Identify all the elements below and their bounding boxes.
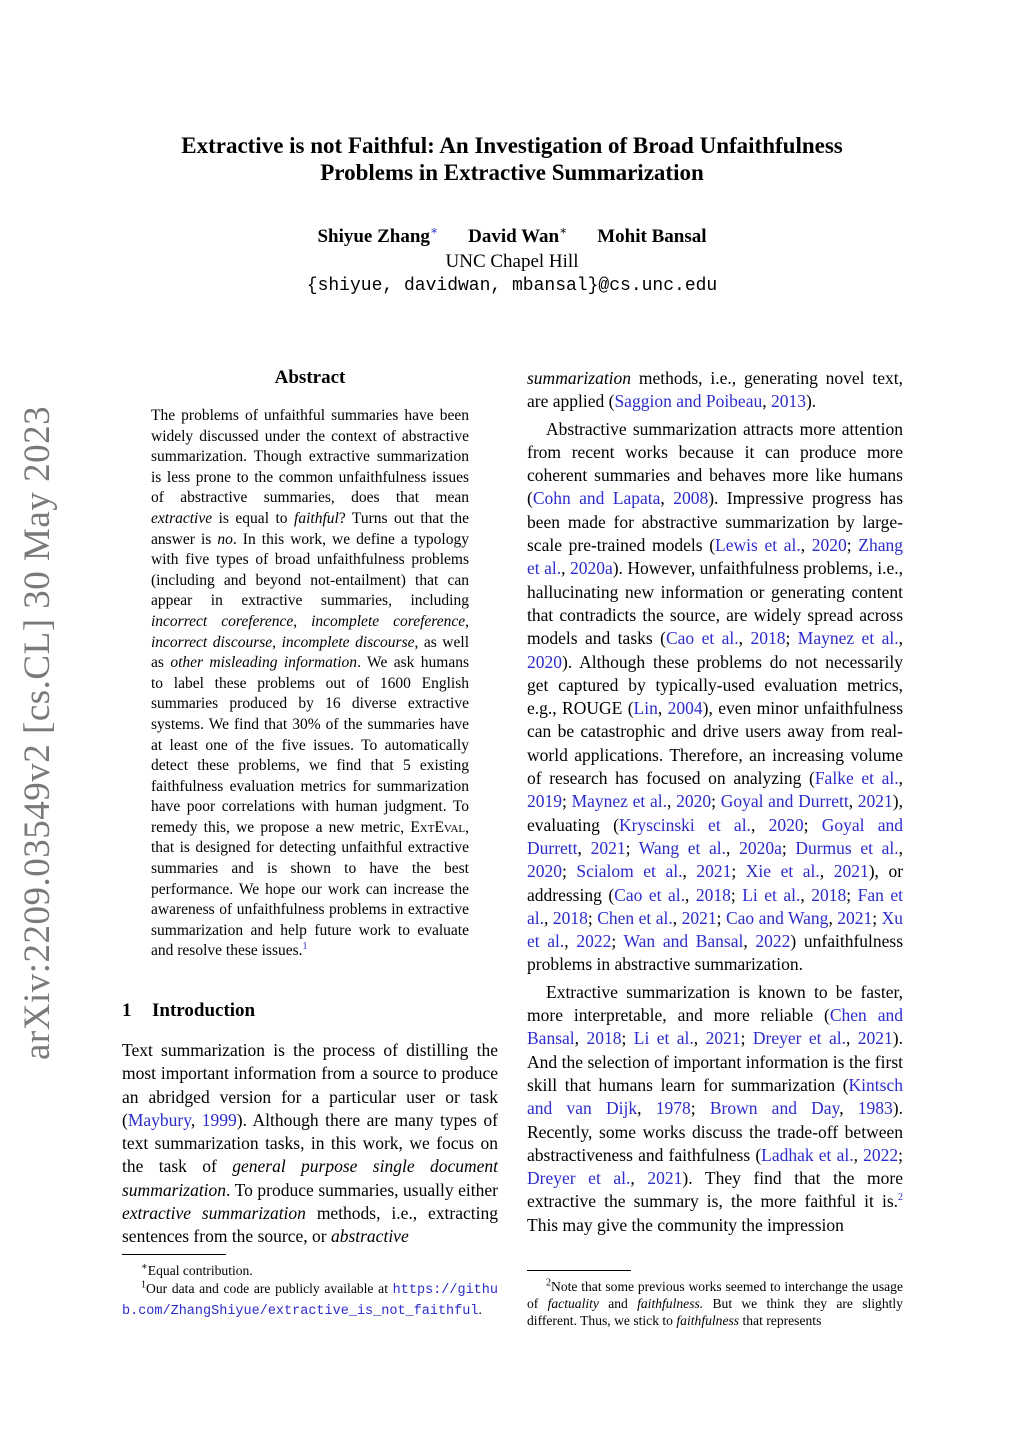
author-list [0,223,1024,248]
citation-link[interactable]: Xu et al. [527,907,904,952]
title-line-2: Problems in Extractive Summarization [320,160,704,185]
citation-year-link[interactable]: 2020 [768,814,804,835]
citation-year-link[interactable]: 2021 [647,1168,683,1189]
citation-year-link[interactable]: 2021 [696,861,732,882]
citation-year-link[interactable]: 2018 [586,1028,622,1049]
citation-year-link[interactable]: 2021 [705,1028,741,1049]
metric-name: ExtEval [410,818,466,836]
citation-link[interactable]: Lewis et al. [715,535,801,556]
citation-link[interactable]: Maybury [127,1109,191,1130]
citation-year-link[interactable]: 2021 [857,1028,893,1049]
citation-link[interactable]: Ladhak et al. [761,1144,854,1165]
citation-year-link[interactable]: 2013 [770,391,806,412]
citation-year-link[interactable]: 2022 [863,1144,899,1165]
paragraph: Extractive summarization is known to be faster, more interpretable, and more reliable (Chen and Bansal, 2018; Li et al., 2021; Dreyer et al., 2021). And the selection of important information is the first skill that humans learn for summarization (Kintsch and van Dijk, 1978; Brown and Day, 1983). Recently, some works discuss the trade-off between abstractiveness and faithfulness (Ladhak et al., 2022; Dreyer et al., 2021). They find that the more extractive the summary is, the more faithful it is.$^2$ This may give the community the impression [527,981,904,1235]
citation-link[interactable]: Wang et al. [638,837,727,858]
citation-link[interactable]: Goyal and Durrett [720,791,849,812]
citation-year-link[interactable]: 1983 [857,1098,893,1119]
citation-year-link[interactable]: 2020 [676,791,712,812]
citation-year-link[interactable]: 1999 [201,1109,237,1130]
citation-year-link[interactable]: 2020 [811,535,847,556]
citation-link[interactable]: Maynez et al. [797,628,899,649]
introduction-right-column [527,367,903,1241]
abstract-body: The problems of unfaithful summaries have been widely discussed under the context of abstractive summarization. Though extractive summarization is less prone to the common unfaithfulness issues of abstractive summaries, does that mean extractive is equal to faithful? Turns out that the answer is no. In this work, we define a typology with five types of broad unfaithfulness problems (including and beyond not-entailment) that can appear in extractive summaries, including incorrect coreference, incomplete coreference, incorrect discourse, incomplete discourse, as well as other misleading information. We ask humans to label these problems out of 1600 English summaries produced by 16 diverse extractive systems. We find that 30% of the summaries have at least one of the five issues. To automatically detect these problems, we find that 5 existing faithfulness evaluation metrics for summarization have poor correlations with human judgment. To remedy this, we propose a new metric, ExtEval, that is designed for detecting unfaithful extractive summaries and is shown to have the best performance. We hope our work can increase the awareness of unfaithfulness problems in extractive summarization and help future work to evaluate and resolve these issues.$^1$ [151,407,469,960]
author-name: Mohit Bansal [597,226,707,247]
footnote-ref-1[interactable]: 1 [302,941,308,953]
citation-link[interactable]: Dreyer et al. [527,1168,631,1189]
citation-year-link[interactable]: 1978 [655,1098,691,1119]
citation-year-link[interactable]: 2019 [527,791,562,812]
paper-title [0,132,1024,186]
citation-link[interactable]: Xie et al. [745,861,820,882]
author-mark: ∗ [559,223,568,238]
citation-link[interactable]: Kintsch and van Dijk [527,1074,903,1119]
citation-link[interactable]: Li et al. [742,884,801,905]
citation-year-link[interactable]: 2022 [755,931,791,952]
citation-link[interactable]: Maynez et al. [571,791,668,812]
citation-link[interactable]: Cao et al. [614,884,685,905]
arxiv-stamp: arXiv:2209.03549v2 [cs.CL] 30 May 2023 [17,405,58,1060]
paragraph: summarization methods, i.e., generating novel text, are applied (Saggion and Poibeau, 2013). [527,368,903,412]
footnote-2: $^2$Note that some previous works seemed to interchange the usage of factuality and faithfulness. But we think they are slightly different. Thus, we stick to faithfulness that represents [527,1277,903,1328]
abstract-heading: Abstract [274,367,346,388]
citation-year-link[interactable]: 2018 [750,628,786,649]
citation-year-link[interactable]: 2018 [811,884,847,905]
citation-year-link[interactable]: 2004 [667,698,703,719]
citation-link[interactable]: Saggion and Poibeau [614,391,763,412]
citation-link[interactable]: Durmus et al. [795,837,899,858]
citation-year-link[interactable]: 2021 [837,907,873,928]
citation-year-link[interactable]: 2008 [673,488,709,509]
repository-link[interactable]: https://github.com/ZhangShiyue/extractive_is_not_faithful [122,1283,498,1319]
footnote-equal: ∗Equal contribution. [141,1261,253,1278]
citation-link[interactable]: Fan et al. [527,884,903,928]
footnotes-left [122,1262,498,1321]
citation-year-link[interactable]: 2020a [569,558,613,579]
author-emails: {shiyue, davidwan, mbansal}@cs.unc.edu [306,276,718,296]
citation-link[interactable]: Cohn and Lapata [532,488,661,509]
author-mark: ∗ [429,223,439,238]
citation-link[interactable]: Chen and Bansal [527,1005,903,1049]
title-line-1: Extractive is not Faithful: An Investigation of Broad Unfaithfulness [181,133,843,158]
footnote-1: $^1$Our data and code are publicly available at https://github.com/ZhangShiyue/extractive_is_not_faithful. [122,1279,498,1319]
paragraph: Abstractive summarization attracts more attention from recent works because it can produce more coherent summaries and behaves more like humans (Cohn and Lapata, 2008). Impressive progress has been made for abstractive summarization by large-scale pre-trained models (Lewis et al., 2020; Zhang et al., 2020a). However, unfaithfulness problems, i.e., hallucinating new information or generating content that contradicts the source, are widely spread across models and tasks (Cao et al., 2018; Maynez et al., 2020). Although these problems do not necessarily get captured by typically-used evaluation metrics, e.g., ROUGE (Lin, 2004), even minor unfaithfulness can be catastrophic and drive users away from real-world applications. Therefore, an increasing volume of research has focused on analyzing (Falke et al., 2019; Maynez et al., 2020; Goyal and Durrett, 2021), evaluating (Kryscinski et al., 2020; Goyal and Durrett, 2021; Wang et al., 2020a; Durmus et al., 2020; Scialom et al., 2021; Xie et al., 2021), or addressing (Cao et al., 2018; Li et al., 2018; Fan et al., 2018; Chen et al., 2021; Cao and Wang, 2021; Xu et al., 2022; Wan and Bansal, 2022) unfaithfulness problems in abstractive summarization. [527,418,904,975]
citation-year-link[interactable]: 2021 [681,907,717,928]
citation-link[interactable]: Goyal and Durrett [527,814,903,858]
footnote-rule-left [122,1254,226,1255]
citation-link[interactable]: Chen et al. [597,907,673,928]
citation-link[interactable]: Falke et al. [814,768,899,789]
citation-year-link[interactable]: 2020 [527,861,562,882]
citation-link[interactable]: Lin [633,698,658,719]
introduction-left-column: Text summarization is the process of distilling the most important information from a source to produce an abridged version for a particular user or task (Maybury, 1999). Although there are many types of text summarization tasks, in this work, we focus on the task of general purpose single document summarization. To produce summaries, usually either extractive summarization methods, i.e., extracting sentences from the source, or abstractive [122,1040,498,1247]
citation-year-link[interactable]: 2018 [552,907,588,928]
citation-year-link[interactable]: 2020a [739,837,782,858]
footnote-ref-2[interactable]: 2 [898,1192,903,1204]
citation-year-link[interactable]: 2021 [857,791,893,812]
citation-link[interactable]: Cao and Wang [725,907,829,928]
citation-link[interactable]: Wan and Bansal [623,931,744,952]
citation-link[interactable]: Kryscinski et al. [618,814,751,835]
author-name: David Wan [468,226,560,247]
citation-year-link[interactable]: 2018 [695,884,731,905]
citation-link[interactable]: Brown and Day [709,1098,840,1119]
section-heading-introduction: 1 Introduction [122,1000,256,1021]
citation-year-link[interactable]: 2021 [590,837,626,858]
citation-link[interactable]: Zhang et al. [527,535,903,579]
citation-year-link[interactable]: 2020 [527,651,562,672]
footnote-rule-right [527,1270,631,1271]
citation-year-link[interactable]: 2021 [833,861,869,882]
affiliation: UNC Chapel Hill [445,251,579,272]
citation-link[interactable]: Dreyer et al. [752,1028,846,1049]
citation-year-link[interactable]: 2022 [576,931,612,952]
author-name: Shiyue Zhang [317,226,430,247]
citation-link[interactable]: Scialom et al. [576,861,683,882]
citation-link[interactable]: Li et al. [633,1028,694,1049]
citation-link[interactable]: Cao et al. [665,628,739,649]
